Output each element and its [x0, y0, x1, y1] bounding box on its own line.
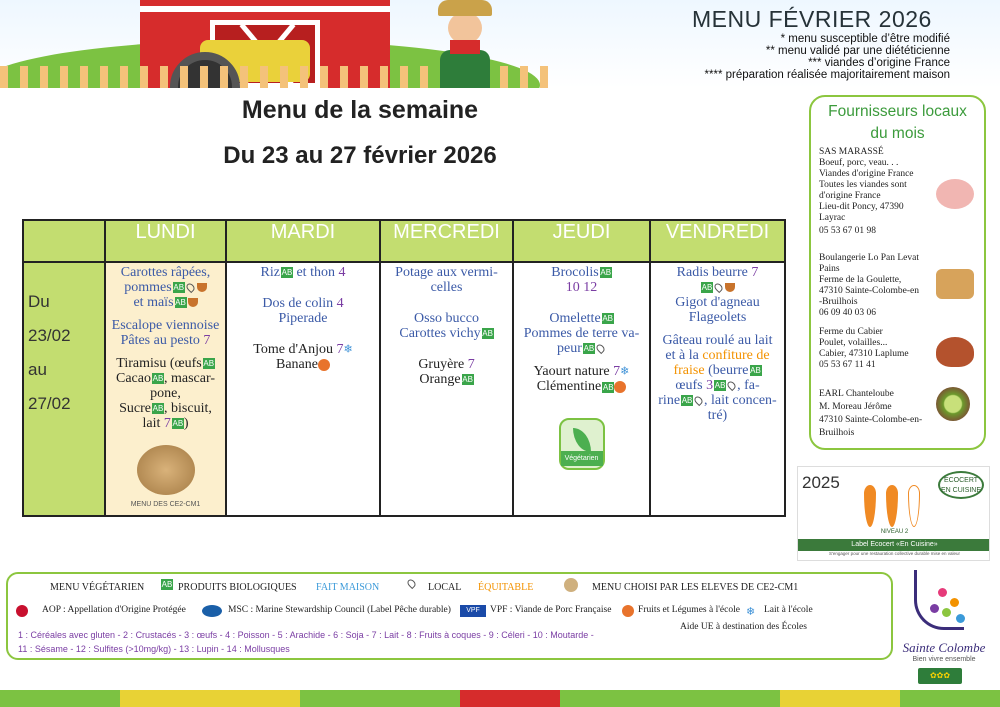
allergen-number: 7 — [336, 342, 344, 357]
supplier-line: 05 53 67 01 98 — [819, 226, 876, 236]
allergen-numbers: 10 12 — [565, 280, 598, 295]
supplier-line: Boulangerie Lo Pan Levat — [819, 253, 919, 263]
supplier-line: Layrac — [819, 213, 846, 223]
vegetarian-logo — [559, 418, 605, 470]
note-line: *** viandes d’origine France — [808, 57, 950, 69]
weekly-menu-table — [22, 219, 786, 517]
hen-icon — [936, 337, 974, 367]
menu-row — [23, 262, 785, 516]
town-tagline: Bien vivre ensemble — [912, 656, 976, 663]
dish-text: Radis beurre — [676, 265, 748, 280]
suppliers-title-text: Fournisseurs locaux — [828, 103, 967, 120]
local-pin-icon — [185, 282, 196, 293]
day-header-wednesday: MERCREDI — [380, 220, 513, 262]
dish — [109, 416, 222, 431]
ecocert-year: 2025 — [802, 473, 840, 492]
supplier-line: Cabier, 47310 Laplume — [819, 349, 909, 359]
supplier-line: Pains — [819, 264, 840, 274]
day-header-row — [23, 220, 785, 262]
supplier-line: M. Moreau Jérôme — [819, 402, 892, 412]
ecocert-label-text: Label Ecocert «En Cuisine» — [798, 539, 990, 551]
date-range-text: 23/02 — [28, 326, 71, 345]
supplier-line: Ferme du Cabier — [819, 327, 883, 337]
dish — [230, 357, 376, 372]
dish: Osso bucco — [414, 311, 479, 326]
dish: Pommes de terre va- — [523, 326, 640, 341]
kiwi-icon — [936, 387, 970, 421]
dish — [109, 333, 222, 348]
supplier-line: 47310 Sainte-Colombe-en- — [819, 415, 923, 425]
dish — [654, 265, 781, 280]
dish — [517, 311, 646, 326]
dish-text: Pâtes au pesto — [120, 333, 200, 348]
flower-town-badge: ✿✿✿ — [918, 668, 962, 684]
allergen-list — [18, 628, 658, 656]
ecocert-level: NIVEAU 2 — [880, 529, 909, 535]
legend-local: LOCAL — [428, 582, 462, 593]
allergen-number: 7 — [751, 265, 759, 280]
dish-text: , biscuit, — [164, 401, 212, 416]
week-title: Menu de la semaine — [241, 96, 479, 124]
dish — [517, 364, 646, 379]
vpf-icon: VPF — [460, 605, 486, 617]
legend-labels-row — [12, 602, 892, 622]
legend-fruits: Fruits et Légumes à l'école — [638, 605, 740, 615]
supplier-line: Toutes les viandes sont — [819, 180, 907, 190]
dish — [517, 341, 646, 356]
organic-ab-icon: AB — [701, 283, 713, 293]
dish-text: Omelette — [549, 311, 601, 326]
dish-labels — [654, 280, 781, 295]
dish-text: et maïs — [133, 295, 174, 310]
date-range-cell — [23, 262, 105, 516]
supplier-line: 06 09 40 03 06 — [819, 308, 876, 318]
dish-text: (beurre — [708, 363, 749, 378]
allergen-number: 7 — [613, 364, 621, 379]
allergen-number: 3 — [706, 378, 714, 393]
wednesday-menu-cell — [380, 262, 513, 516]
organic-ab-icon: AB — [161, 580, 173, 589]
dish — [384, 326, 509, 341]
farmer-illustration — [430, 0, 500, 88]
dish-text: , mascar- — [163, 371, 215, 386]
organic-ab-icon: AB — [750, 366, 761, 376]
organic-ab-icon: AB — [600, 268, 612, 278]
fruit-school-icon — [622, 605, 634, 617]
supplier-line: Viandes d'origine France — [819, 169, 914, 179]
homemade-pot-icon — [188, 298, 198, 307]
corner-cell — [23, 220, 105, 262]
dish — [109, 295, 222, 310]
supplier-line: Boeuf, porc, veau. . . — [819, 158, 899, 168]
week-dates: Du 23 au 27 février 2026 — [223, 142, 497, 169]
milk-school-icon: ❄ — [746, 606, 756, 618]
dish — [517, 379, 646, 394]
dish: tré) — [707, 408, 728, 423]
dish — [384, 372, 509, 387]
legend-panel — [6, 572, 893, 660]
local-pin-icon — [726, 380, 737, 391]
organic-ab-icon: AB — [583, 344, 595, 354]
ecocert-label-panel — [797, 466, 990, 561]
allergen-number: 7 — [467, 357, 475, 372]
local-suppliers-panel — [809, 95, 986, 450]
friday-menu-cell — [650, 262, 785, 516]
dish — [384, 357, 509, 372]
dish — [654, 363, 781, 378]
dish — [230, 265, 376, 280]
carrot-icon — [864, 485, 876, 527]
local-pin-icon — [595, 343, 606, 354]
vegetarian-logo-caption: Végétarien — [561, 451, 603, 466]
allergen-number: 7 — [203, 333, 211, 348]
dish-text: Brocolis — [551, 265, 599, 280]
local-pin-icon — [713, 282, 724, 293]
dish: celles — [430, 280, 463, 295]
dish-text: et thon — [296, 265, 335, 280]
organic-ab-icon: AB — [152, 404, 164, 414]
dish — [109, 401, 222, 416]
monday-menu-cell — [105, 262, 226, 516]
supplier-line: Lieu-dit Poncy, 47390 — [819, 202, 904, 212]
note-line: **** préparation réalisée majoritairement maison — [704, 69, 950, 81]
supplier-line: Ferme de la Goulette, — [819, 275, 902, 285]
day-header-tuesday: MARDI — [226, 220, 380, 262]
dish-text: Yaourt nature — [533, 364, 610, 379]
organic-ab-icon: AB — [681, 396, 693, 406]
kids-menu-logo — [137, 445, 195, 495]
supplier-line: Poulet, volailles... — [819, 338, 888, 348]
dish-text: Tiramisu (œufs — [116, 356, 202, 371]
supplier-marasse — [819, 147, 914, 237]
day-header-monday: LUNDI — [105, 220, 226, 262]
supplier-boulangerie — [819, 253, 919, 319]
organic-ab-icon: AB — [152, 374, 164, 384]
dish: Escalope viennoise — [111, 318, 220, 333]
sainte-colombe-logo — [894, 568, 994, 688]
supplier-line: 05 53 67 11 41 — [819, 360, 876, 370]
organic-ab-icon: AB — [172, 419, 184, 429]
dish — [230, 296, 376, 311]
allergen-number: 7 — [163, 416, 171, 431]
msc-fish-icon — [202, 605, 222, 617]
allergen-line: 1 : Céréales avec gluten - 2 : Crustacés - 3 : œufs - 4 : Poisson - 5 : Arachide - 6 : Soja - 7 : Lait - 8 : Fruits à coques - 9 : Céleri - 10 : Moutarde - — [18, 630, 594, 640]
milk-school-icon: ❄ — [343, 343, 353, 356]
bread-basket-icon — [936, 269, 974, 299]
dish-text: peur — [557, 341, 582, 356]
date-range-text: 27/02 — [28, 394, 71, 413]
allergen-number: 4 — [336, 296, 344, 311]
legend-msc: MSC : Marine Stewardship Council (Label Pêche durable) — [228, 605, 451, 615]
dish — [109, 280, 222, 295]
fair-trade-text: confiture de — [702, 348, 770, 363]
date-range-text: au — [28, 360, 47, 379]
dish — [654, 348, 781, 363]
organic-ab-icon: AB — [281, 268, 293, 278]
dish-text: Cacao — [115, 371, 151, 386]
dish-text: Tome d'Anjou — [253, 342, 333, 357]
dish: Gâteau roulé au lait — [662, 333, 773, 348]
aop-icon — [16, 605, 28, 617]
carrot-icon — [886, 485, 898, 527]
dish: Gigot d'agneau — [675, 295, 760, 310]
legend-labels-row — [16, 577, 886, 599]
organic-ab-icon: AB — [175, 298, 186, 308]
dish — [109, 356, 222, 371]
note-line: ** menu validé par une diététicienne — [765, 45, 950, 57]
dish — [230, 342, 376, 357]
location-pin-icon — [406, 578, 417, 589]
menu-month-title: MENU FÉVRIER 2026 — [692, 6, 932, 32]
legend-kids-choice: MENU CHOISI PAR LES ELEVES DE CE2-CM1 — [592, 582, 799, 593]
supplier-chanteloube — [819, 389, 922, 439]
date-range-text: Du — [28, 292, 50, 311]
tuesday-menu-cell — [226, 262, 380, 516]
header-banner — [0, 0, 1000, 88]
thursday-menu-cell — [513, 262, 650, 516]
dish-text: Gruyère — [418, 357, 465, 372]
legend-milk: Lait à l'école — [764, 605, 813, 615]
note-line: * menu susceptible d’être modifié — [780, 33, 950, 45]
supplier-line: -Bruilhois — [819, 297, 858, 307]
dish-text: Carottes vichy — [399, 326, 481, 341]
dish-text: lait — [142, 416, 161, 431]
dish-text: , lait concen- — [704, 393, 777, 408]
organic-ab-icon: AB — [714, 381, 726, 391]
local-pin-icon — [693, 395, 704, 406]
legend-vegetarian: MENU VÉGÉTARIEN — [50, 582, 145, 593]
dish-text: rine — [658, 393, 681, 408]
town-name: Sainte Colombe — [902, 640, 986, 655]
fruit-school-icon — [614, 381, 626, 393]
legend-vpf: VPF : Viande de Porc Française — [490, 605, 612, 615]
footer-decoration-strip — [0, 690, 1000, 707]
organic-ab-icon: AB — [482, 329, 493, 339]
dish-text: et à la — [665, 348, 699, 363]
legend-fair-trade: ÉQUITABLE — [478, 582, 534, 593]
day-header-thursday: JEUDI — [513, 220, 650, 262]
legend-eu-aid: Aide UE à destination des Écoles — [680, 622, 807, 632]
kids-choice-icon — [564, 578, 578, 592]
allergen-line: 11 : Sésame - 12 : Sulfites (>10mg/kg) - 13 : Lupin - 14 : Mollusques — [18, 644, 290, 654]
dish-text: Sucre — [119, 401, 152, 416]
homemade-pot-icon — [197, 283, 207, 292]
kids-menu-caption: MENU DES CE2-CM1 — [130, 501, 201, 508]
legend-organic: PRODUITS BIOLOGIQUES — [178, 582, 297, 593]
supplier-line: EARL Chanteloube — [819, 389, 894, 399]
dish-text: Banane — [276, 357, 318, 373]
supplier-line: d'origine France — [819, 191, 881, 201]
organic-ab-icon: AB — [602, 382, 614, 392]
menu-notes — [680, 33, 950, 81]
dish: Potage aux vermi- — [395, 265, 498, 280]
organic-ab-icon: AB — [462, 375, 473, 385]
dish-text: , fa- — [737, 378, 760, 393]
supplier-line: 47310 Sainte-Colombe-en — [819, 286, 919, 296]
dish — [654, 378, 781, 393]
supplier-line: Bruilhois — [819, 428, 855, 438]
organic-ab-icon: AB — [173, 283, 185, 293]
dish-text: œufs — [675, 378, 703, 393]
supplier-cabier — [819, 327, 909, 371]
dish — [109, 371, 222, 386]
day-header-friday: VENDREDI — [650, 220, 785, 262]
dish-text: Clémentine — [536, 379, 602, 395]
organic-ab-icon: AB — [203, 359, 215, 369]
fair-trade-text: fraise — [673, 363, 705, 378]
dish-text: Orange — [419, 372, 461, 387]
pig-icon — [936, 179, 974, 209]
dish: Flageolets — [688, 310, 747, 325]
milk-school-icon: ❄ — [620, 365, 630, 378]
organic-ab-icon: AB — [602, 314, 613, 324]
suppliers-title — [811, 101, 984, 145]
dish-text: Riz — [260, 265, 280, 280]
legend-homemade: FAIT MAISON — [316, 582, 380, 593]
dish-text: ) — [183, 416, 189, 431]
dish-text: pommes — [124, 280, 172, 295]
dish: Carottes râpées, — [120, 265, 211, 280]
dish-text: Dos de colin — [262, 296, 334, 311]
ecocert-badge: ECOCERT EN CUISINE — [938, 471, 984, 499]
allergen-number: 4 — [338, 265, 346, 280]
dish: pone, — [150, 386, 181, 401]
carrot-outline-icon — [908, 485, 920, 527]
fruit-school-icon — [318, 359, 330, 371]
homemade-pot-icon — [725, 283, 735, 292]
dish — [517, 265, 646, 280]
dish: Piperade — [278, 311, 328, 326]
dish — [654, 393, 781, 408]
supplier-line: SAS MARASSÉ — [819, 147, 884, 157]
vegetarian-icon — [16, 578, 30, 592]
suppliers-title-text: du mois — [870, 125, 925, 142]
ecocert-subtitle: S'engager pour une restauration collective durable mise en valeur — [829, 551, 960, 556]
legend-aop: AOP : Appellation d'Origine Protégée — [42, 605, 186, 615]
